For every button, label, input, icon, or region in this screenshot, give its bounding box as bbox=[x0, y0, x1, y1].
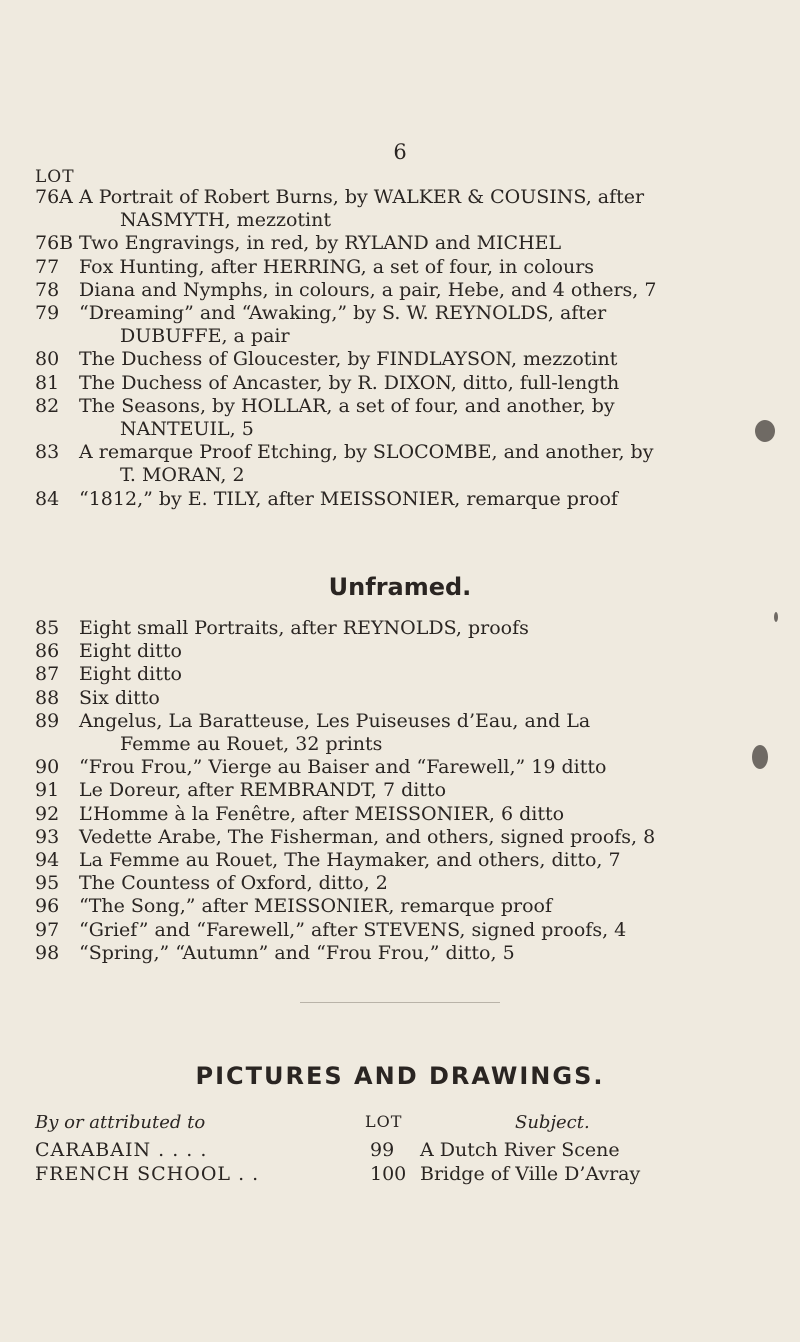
lot-number: 92 bbox=[35, 802, 60, 825]
list-item bbox=[35, 441, 775, 464]
unframed-entries-list bbox=[35, 617, 775, 965]
list-item bbox=[35, 640, 775, 663]
list-item bbox=[35, 756, 775, 779]
lot-description: DUBUFFE, a pair bbox=[120, 325, 290, 348]
section-divider bbox=[300, 1002, 500, 1003]
lot-description: The Duchess of Ancaster, by R. DIXON, ditto, full-length bbox=[79, 371, 620, 394]
lot-description: “The Song,” after MEISSONIER, remarque proof bbox=[79, 895, 552, 918]
lot-number: 84 bbox=[35, 487, 60, 510]
lot-number: 93 bbox=[35, 825, 60, 848]
lot-number: 91 bbox=[35, 779, 60, 802]
lot-description: A Portrait of Robert Burns, by WALKER & COUSINS, after bbox=[79, 186, 645, 208]
lot-number: 76A bbox=[35, 186, 73, 208]
lot-number: 79 bbox=[35, 302, 60, 325]
list-item bbox=[35, 919, 775, 942]
list-item bbox=[35, 209, 775, 232]
lot-number: 96 bbox=[35, 895, 60, 918]
lot-number: 76B bbox=[35, 232, 74, 255]
lot-description: “Spring,” “Autumn” and “Frou Frou,” ditto, 5 bbox=[79, 941, 515, 964]
lot-number: 99 bbox=[370, 1139, 395, 1161]
lot-number bbox=[35, 209, 79, 232]
lot-description: The Seasons, by HOLLAR, a set of four, and another, by bbox=[79, 394, 615, 417]
lot-number: 90 bbox=[35, 756, 60, 779]
list-item bbox=[35, 488, 775, 511]
column-header-lot: LOT bbox=[365, 1112, 403, 1131]
list-item bbox=[35, 779, 775, 802]
lot-description: Le Doreur, after REMBRANDT, 7 ditto bbox=[79, 779, 447, 802]
lot-number: 89 bbox=[35, 709, 60, 732]
lot-description: Eight ditto bbox=[79, 663, 182, 686]
list-item bbox=[35, 942, 775, 965]
lot-description: Fox Hunting, after HERRING, a set of four, in colours bbox=[79, 255, 595, 278]
lot-description: Femme au Rouet, 32 prints bbox=[120, 733, 383, 756]
table-row bbox=[35, 1139, 775, 1163]
lot-number: 100 bbox=[370, 1163, 407, 1185]
lot-number: 82 bbox=[35, 394, 60, 417]
subject-title: A Dutch River Scene bbox=[420, 1139, 620, 1161]
list-item bbox=[35, 279, 775, 302]
lot-description: “1812,” by E. TILY, after MEISSONIER, remarque proof bbox=[79, 487, 618, 510]
list-item bbox=[35, 826, 775, 849]
list-item bbox=[35, 849, 775, 872]
lot-description: L’Homme à la Fenêtre, after MEISSONIER, 6 ditto bbox=[79, 802, 565, 825]
section-heading-unframed: Unframed. bbox=[328, 573, 472, 601]
lot-number: 81 bbox=[35, 371, 60, 394]
lot-description: NANTEUIL, 5 bbox=[120, 418, 254, 441]
table-row bbox=[35, 1163, 775, 1187]
lot-number bbox=[35, 464, 79, 487]
lot-number: 78 bbox=[35, 278, 60, 301]
lot-number bbox=[35, 733, 79, 756]
lot-description: Two Engravings, in red, by RYLAND and MICHEL bbox=[79, 232, 562, 255]
lot-description: A remarque Proof Etching, by SLOCOMBE, and another, by bbox=[79, 441, 654, 464]
lot-number: 97 bbox=[35, 918, 60, 941]
lot-number bbox=[35, 325, 79, 348]
artist-name: FRENCH SCHOOL . . bbox=[35, 1163, 260, 1185]
lot-column-label: LOT bbox=[35, 167, 75, 187]
list-item bbox=[35, 418, 775, 441]
lot-number: 85 bbox=[35, 617, 60, 639]
pictures-heading: PICTURES AND DRAWINGS. bbox=[195, 1062, 605, 1090]
list-item bbox=[35, 348, 775, 371]
lot-number: 87 bbox=[35, 663, 60, 686]
lot-description: The Duchess of Gloucester, by FINDLAYSON, mezzotint bbox=[79, 348, 618, 371]
list-item bbox=[35, 186, 775, 209]
list-item bbox=[35, 733, 775, 756]
list-item bbox=[35, 710, 775, 733]
lot-number: 83 bbox=[35, 441, 60, 464]
lot-description: La Femme au Rouet, The Haymaker, and others, ditto, 7 bbox=[79, 849, 621, 872]
pictures-table bbox=[35, 1139, 775, 1187]
list-item bbox=[35, 395, 775, 418]
lot-description: Six ditto bbox=[79, 686, 160, 709]
lot-description: T. MORAN, 2 bbox=[120, 464, 245, 487]
lot-description: Angelus, La Baratteuse, Les Puiseuses d’Eau, and La bbox=[79, 709, 591, 732]
lot-number: 94 bbox=[35, 849, 60, 872]
scan-mark bbox=[752, 745, 768, 769]
list-item bbox=[35, 895, 775, 918]
list-item bbox=[35, 663, 775, 686]
list-item bbox=[35, 256, 775, 279]
list-item bbox=[35, 302, 775, 325]
lot-number: 88 bbox=[35, 686, 60, 709]
column-header-by: By or attributed to bbox=[35, 1112, 206, 1133]
framed-entries-list bbox=[35, 186, 775, 511]
lot-number: 80 bbox=[35, 348, 60, 371]
lot-description: Vedette Arabe, The Fisherman, and others, signed proofs, 8 bbox=[79, 825, 656, 848]
lot-number bbox=[35, 418, 79, 441]
list-item bbox=[35, 687, 775, 710]
lot-number: 95 bbox=[35, 872, 60, 895]
lot-description: “Frou Frou,” Vierge au Baiser and “Farewell,” 19 ditto bbox=[79, 756, 607, 779]
lot-description: The Countess of Oxford, ditto, 2 bbox=[79, 872, 388, 895]
lot-description: Eight small Portraits, after REYNOLDS, proofs bbox=[79, 617, 529, 639]
lot-description: Diana and Nymphs, in colours, a pair, Hebe, and 4 others, 7 bbox=[79, 278, 657, 301]
lot-description: Eight ditto bbox=[79, 640, 182, 663]
lot-description: “Grief” and “Farewell,” after STEVENS, signed proofs, 4 bbox=[79, 918, 627, 941]
list-item bbox=[35, 372, 775, 395]
lot-number: 77 bbox=[35, 255, 60, 278]
lot-number: 86 bbox=[35, 640, 60, 663]
scan-mark bbox=[774, 612, 778, 622]
subject-title: Bridge of Ville D’Avray bbox=[420, 1163, 641, 1185]
list-item bbox=[35, 617, 775, 640]
list-item bbox=[35, 232, 775, 255]
list-item bbox=[35, 803, 775, 826]
artist-name: CARABAIN . . . . bbox=[35, 1139, 208, 1161]
lot-description: “Dreaming” and “Awaking,” by S. W. REYNOLDS, after bbox=[79, 302, 607, 325]
list-item bbox=[35, 872, 775, 895]
column-header-subject: Subject. bbox=[515, 1112, 590, 1133]
list-item bbox=[35, 464, 775, 487]
lot-description: NASMYTH, mezzotint bbox=[120, 209, 331, 232]
list-item bbox=[35, 325, 775, 348]
page-number: 6 bbox=[393, 140, 407, 164]
scan-mark bbox=[755, 420, 775, 442]
lot-number: 98 bbox=[35, 941, 60, 964]
